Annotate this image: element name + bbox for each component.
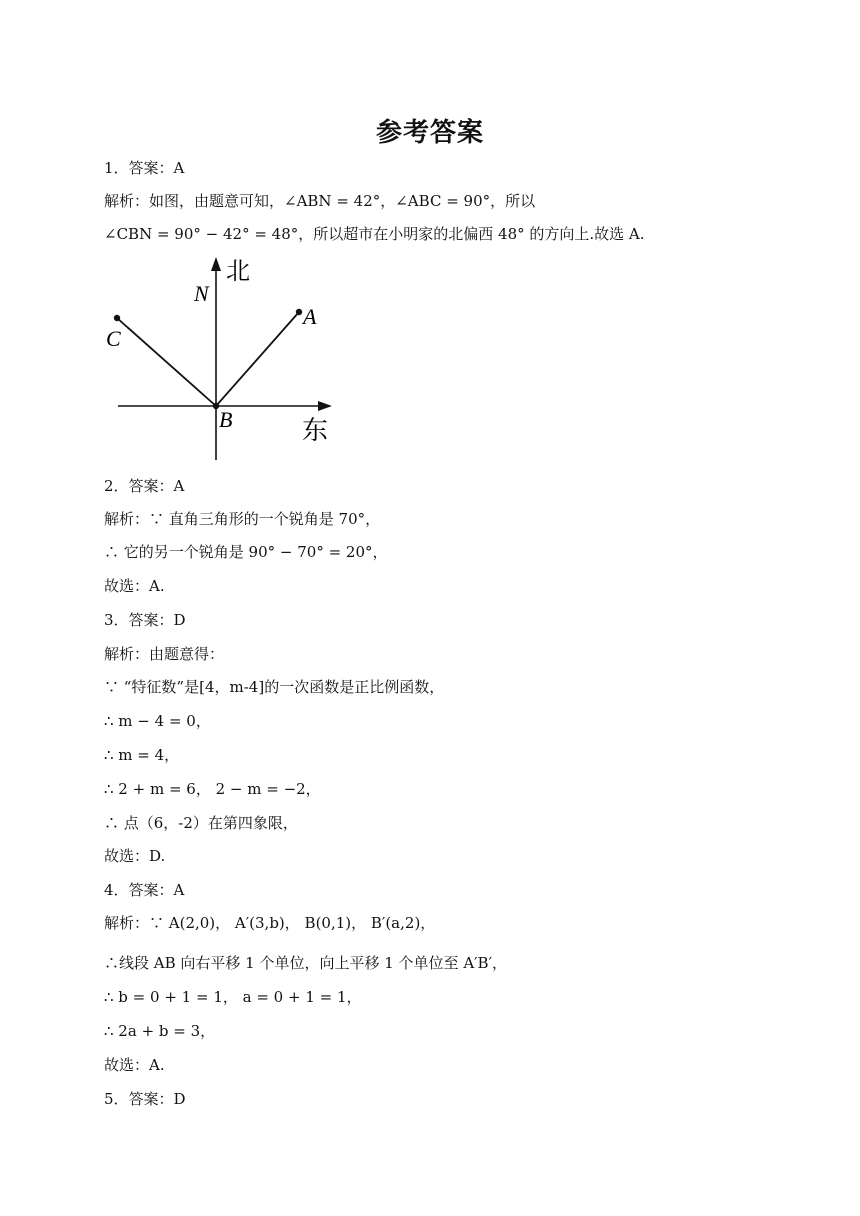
direction-figure bbox=[100, 255, 340, 465]
label-c: C bbox=[106, 326, 121, 351]
label-n: N bbox=[194, 281, 209, 306]
text-line: ∵ “特征数”是[4，m-4]的一次函数是正比例函数， bbox=[104, 678, 445, 696]
label-b: B bbox=[219, 407, 233, 432]
point-c bbox=[114, 315, 120, 321]
text-line: 故选：A. bbox=[104, 577, 165, 595]
point-a bbox=[296, 309, 302, 315]
text-line: 故选：A. bbox=[104, 1056, 165, 1074]
ray-ba bbox=[216, 312, 299, 406]
label-north: 北 bbox=[226, 259, 250, 285]
text-line: ∴ m − 4 = 0， bbox=[104, 712, 211, 730]
text-line: 解析：∵ 直角三角形的一个锐角是 70°， bbox=[104, 510, 381, 528]
page-title: 参考答案 bbox=[375, 118, 484, 148]
text-line: ∴ b = 0 + 1 = 1， a = 0 + 1 = 1， bbox=[104, 988, 362, 1006]
text-line: 解析：如图，由题意可知，∠ABN = 42°，∠ABC = 90°，所以 bbox=[104, 192, 536, 210]
label-east: 东 bbox=[302, 416, 329, 445]
text-line: 3．答案：D bbox=[104, 611, 186, 629]
text-line: 5．答案：D bbox=[104, 1090, 186, 1108]
text-line: ∠CBN = 90° − 42° = 48°，所以超市在小明家的北偏西 48° 的方向上.故选 A. bbox=[104, 225, 645, 243]
text-line: 故选：D. bbox=[104, 847, 166, 865]
text-line: ∴ 2a + b = 3， bbox=[104, 1022, 216, 1040]
label-a: A bbox=[303, 304, 317, 329]
text-line: ∴线段 AB 向右平移 1 个单位，向上平移 1 个单位至 A′B′， bbox=[104, 954, 507, 972]
text-line: 1．答案：A bbox=[104, 159, 185, 177]
text-line: 解析：由题意得： bbox=[104, 645, 225, 663]
east-arrow bbox=[318, 401, 332, 411]
text-line: ∴ m = 4， bbox=[104, 746, 180, 764]
north-arrow bbox=[211, 257, 221, 271]
text-line: ∴ 点（6，-2）在第四象限， bbox=[104, 814, 298, 832]
text-line: 2．答案：A bbox=[104, 477, 185, 495]
text-line: ∴ 2 + m = 6， 2 − m = −2， bbox=[104, 780, 321, 798]
text-line: 4．答案：A bbox=[104, 881, 185, 899]
text-line: 解析：∵ A(2,0)， A′(3,b)， B(0,1)， B′(a,2)， bbox=[104, 914, 436, 932]
text-line: ∴ 它的另一个锐角是 90° − 70° = 20°， bbox=[104, 543, 388, 561]
ray-bc bbox=[117, 318, 216, 406]
